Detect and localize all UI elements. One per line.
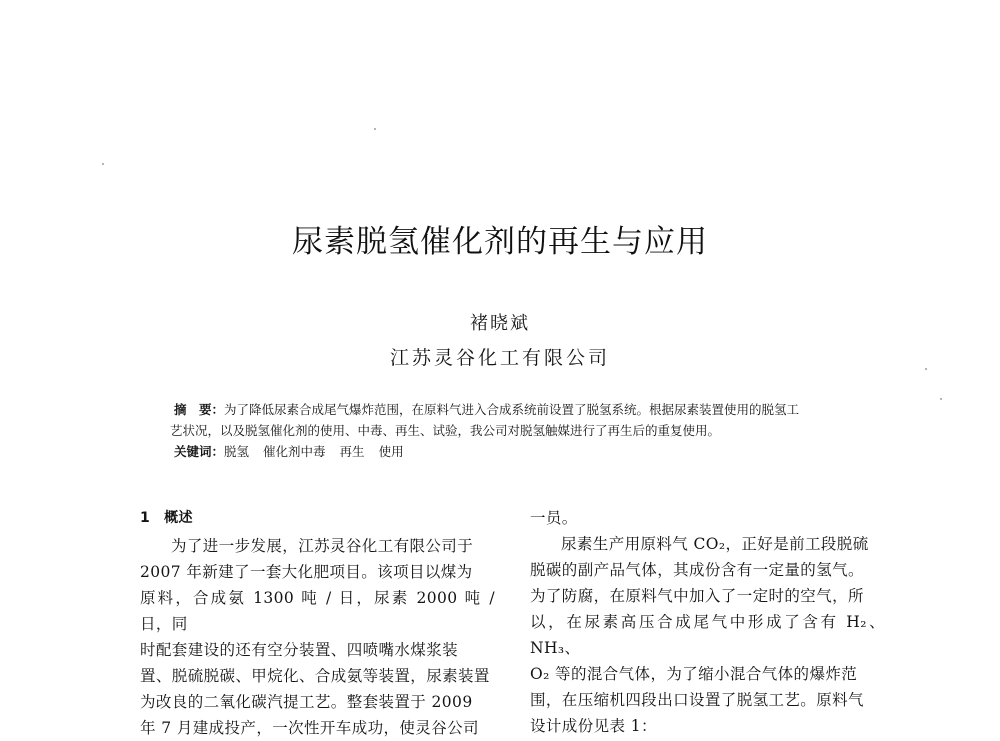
abstract-text: 为了降低尿素合成尾气爆炸范围，在原料气进入合成系统前设置了脱氢系统。根据尿素装置使用的脱氢工 [224,402,800,417]
body-line: O₂ 等的混合气体，为了缩小混合气体的爆炸范 [530,665,858,683]
body-line: 设计成份见表 1： [530,717,657,735]
abstract-label: 摘 要： [174,402,225,417]
abstract-block [170,399,914,462]
abstract-line [170,420,914,441]
abstract-text: 艺状况，以及脱氢催化剂的使用、中毒、再生、试验，我公司对脱氢触媒进行了再生后的重复使用。 [170,423,721,438]
body-line: 原料，合成氨 1300 吨 / 日，尿素 2000 吨 / 日，同 [140,589,495,633]
section-title: 概述 [164,510,193,526]
body-line: 尿素生产用原料气 CO₂，正好是前工段脱硫 [561,535,869,553]
body-line: 为了防腐，在原料气中加入了一定时的空气，所 [530,587,864,605]
section-number: 1 [140,510,151,526]
body-line: 时配套建设的还有空分装置、四喷嘴水煤浆装 [140,641,459,659]
body-line: 一员。 [530,509,578,527]
body-line: 为了进一步发展，江苏灵谷化工有限公司于 [171,537,474,555]
keyword: 脱氢 [224,444,250,459]
keyword: 再生 [339,444,365,459]
keywords-line [174,441,914,462]
author-affiliation: 江苏灵谷化工有限公司 [389,347,610,369]
body-line: 年 7 月建成投产，一次性开车成功，使灵谷公司 [140,719,479,737]
section-heading [140,505,495,531]
body-line: 以，在尿素高压合成尾气中形成了含有 H₂、NH₃、 [530,613,885,657]
keyword: 催化剂中毒 [263,444,326,459]
scan-speck [374,128,376,130]
left-column [140,505,495,741]
abstract-line [174,399,914,420]
keywords-label: 关键词： [174,444,225,459]
right-column [530,505,885,739]
scan-speck [102,163,104,165]
body-line: 2007 年新建了一套大化肥项目。该项目以煤为 [140,563,473,581]
body-line: 脱碳的副产品气体，其成份含有一定量的氢气。 [530,561,864,579]
paper-title: 尿素脱氢催化剂的再生与应用 [292,224,708,260]
body-line: 为改良的二氧化碳汽提工艺。整套装置于 2009 [140,693,473,711]
body-line: 置、脱硫脱碳、甲烷化、合成氨等装置，尿素装置 [140,667,490,685]
body-line: 围，在压缩机四段出口设置了脱氢工艺。原料气 [530,691,864,709]
keyword: 使用 [378,444,404,459]
scan-speck [940,398,942,400]
author-name: 褚晓斌 [470,313,530,334]
